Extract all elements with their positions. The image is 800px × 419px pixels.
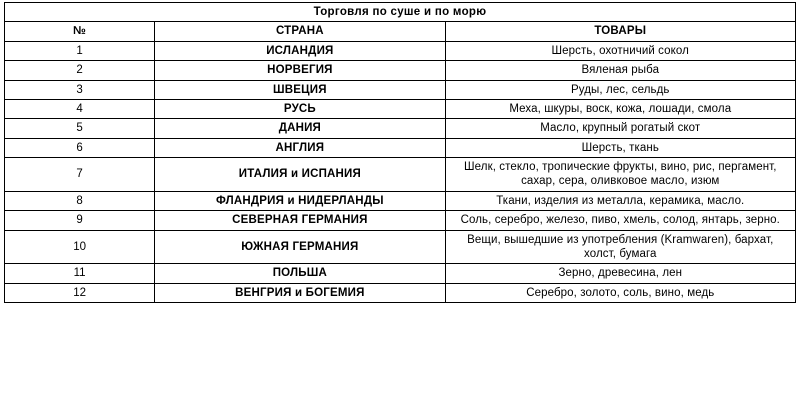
- row-goods: Ткани, изделия из металла, керамика, масло.: [445, 191, 795, 210]
- row-number: 12: [5, 283, 155, 302]
- table-row: [5, 61, 796, 80]
- row-country: НОРВЕГИЯ: [155, 61, 445, 80]
- row-goods: Меха, шкуры, воск, кожа, лошади, смола: [445, 99, 795, 118]
- row-number: 9: [5, 211, 155, 230]
- row-country: ИСЛАНДИЯ: [155, 41, 445, 60]
- row-country: РУСЬ: [155, 99, 445, 118]
- row-number: 7: [5, 158, 155, 192]
- row-goods: Вяленая рыба: [445, 61, 795, 80]
- row-country: ПОЛЬША: [155, 264, 445, 283]
- row-country: СЕВЕРНАЯ ГЕРМАНИЯ: [155, 211, 445, 230]
- table-row: [5, 99, 796, 118]
- table-title-row: [5, 3, 796, 22]
- row-number: 10: [5, 230, 155, 264]
- row-goods: Зерно, древесина, лен: [445, 264, 795, 283]
- table-row: [5, 158, 796, 192]
- row-number: 6: [5, 138, 155, 157]
- row-country: ВЕНГРИЯ и БОГЕМИЯ: [155, 283, 445, 302]
- table-row: [5, 191, 796, 210]
- table-row: [5, 119, 796, 138]
- column-header-country: СТРАНА: [155, 22, 445, 41]
- row-goods: Руды, лес, сельдь: [445, 80, 795, 99]
- trade-table: [4, 2, 796, 303]
- row-number: 3: [5, 80, 155, 99]
- row-number: 8: [5, 191, 155, 210]
- row-country: ДАНИЯ: [155, 119, 445, 138]
- row-number: 11: [5, 264, 155, 283]
- row-number: 1: [5, 41, 155, 60]
- row-number: 5: [5, 119, 155, 138]
- column-header-number: №: [5, 22, 155, 41]
- row-goods: Шерсть, охотничий сокол: [445, 41, 795, 60]
- row-country: ШВЕЦИЯ: [155, 80, 445, 99]
- trade-table-body: [5, 3, 796, 303]
- row-country: ИТАЛИЯ и ИСПАНИЯ: [155, 158, 445, 192]
- table-row: [5, 41, 796, 60]
- row-goods: Шерсть, ткань: [445, 138, 795, 157]
- table-row: [5, 230, 796, 264]
- row-country: ФЛАНДРИЯ и НИДЕРЛАНДЫ: [155, 191, 445, 210]
- row-goods: Масло, крупный рогатый скот: [445, 119, 795, 138]
- row-number: 2: [5, 61, 155, 80]
- table-header-row: [5, 22, 796, 41]
- row-goods: Шелк, стекло, тропические фрукты, вино, рис, пергамент, сахар, сера, оливковое масло, изюм: [445, 158, 795, 192]
- table-row: [5, 138, 796, 157]
- row-goods: Соль, серебро, железо, пиво, хмель, солод, янтарь, зерно.: [445, 211, 795, 230]
- table-row: [5, 80, 796, 99]
- table-title: Торговля по суше и по морю: [5, 3, 796, 22]
- row-country: АНГЛИЯ: [155, 138, 445, 157]
- row-number: 4: [5, 99, 155, 118]
- table-row: [5, 211, 796, 230]
- row-goods: Вещи, вышедшие из употребления (Kramwaren), бархат, холст, бумага: [445, 230, 795, 264]
- row-country: ЮЖНАЯ ГЕРМАНИЯ: [155, 230, 445, 264]
- table-row: [5, 283, 796, 302]
- table-row: [5, 264, 796, 283]
- column-header-goods: ТОВАРЫ: [445, 22, 795, 41]
- row-goods: Серебро, золото, соль, вино, медь: [445, 283, 795, 302]
